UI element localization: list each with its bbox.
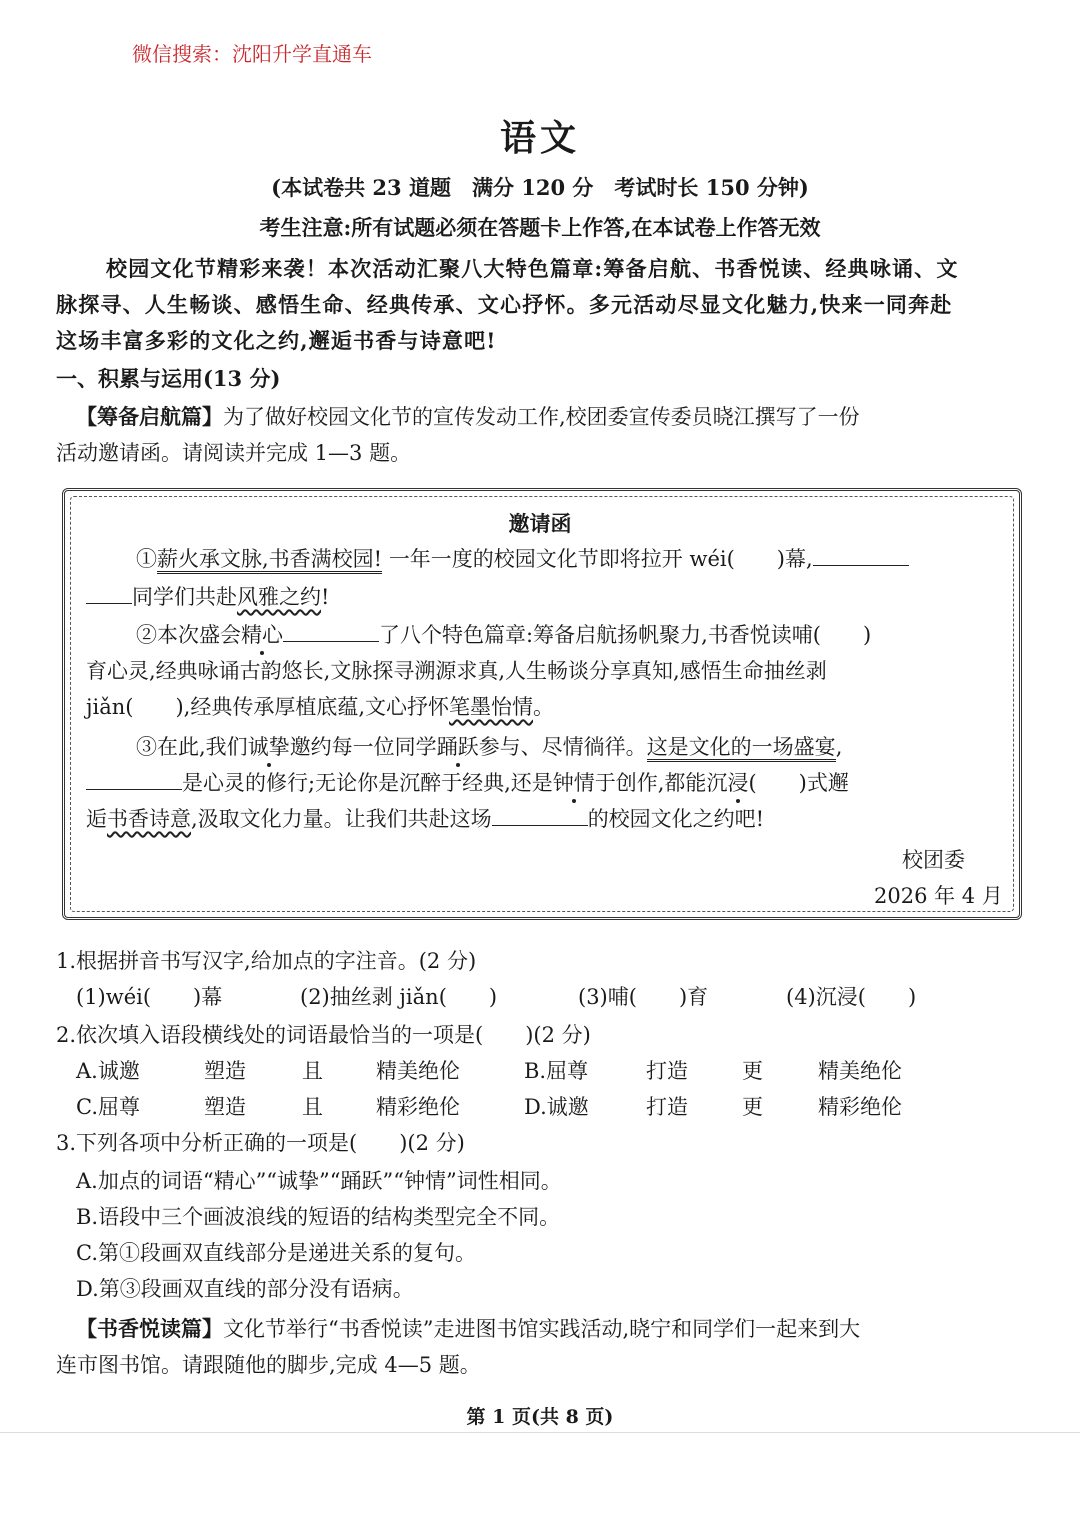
q2-option-cell: 且 bbox=[302, 1095, 323, 1119]
q3-stem: 3.下列各项中分析正确的一项是( )(2 分) bbox=[56, 1131, 465, 1155]
invitation-text: 的校园文化之约吧! bbox=[587, 807, 765, 831]
dotted-word: 精心 bbox=[241, 623, 283, 647]
invitation-signature: 校团委 bbox=[902, 848, 965, 872]
page-title: 语文 bbox=[499, 117, 580, 159]
reading-tag: 【书香悦读篇】 bbox=[76, 1316, 223, 1341]
invitation-p3-line1 bbox=[136, 732, 842, 762]
invitation-p1-line1 bbox=[136, 544, 909, 574]
double-underline-text: 薪火承文脉,书香满校园! bbox=[157, 547, 382, 574]
reading-line-2: 连市图书馆。请跟随他的脚步,完成 4—5 题。 bbox=[56, 1353, 481, 1377]
prep-tag: 【筹备启航篇】 bbox=[76, 404, 223, 429]
para-number: ① bbox=[136, 547, 157, 571]
intro-line-3: 这场丰富多彩的文化之约,邂逅书香与诗意吧! bbox=[56, 328, 497, 353]
double-underline-text: 这是文化的一场盛宴 bbox=[647, 735, 836, 762]
q3-option: A.加点的词语“精心”“诚挚”“踊跃”“钟情”词性相同。 bbox=[76, 1169, 562, 1193]
intro-line-2: 脉探寻、人生畅谈、感悟生命、经典传承、文心抒怀。多元活动尽显文化魅力,快来一同奔赴 bbox=[56, 292, 953, 317]
prep-line-1 bbox=[76, 402, 860, 432]
invitation-text: , bbox=[835, 735, 843, 759]
invitation-p3-line2 bbox=[86, 768, 849, 798]
invitation-text: 是心灵的修行;无论你是沉醉于经典,还是 bbox=[182, 771, 553, 795]
q3-option: C.第①段画双直线部分是递进关系的复句。 bbox=[76, 1241, 476, 1265]
q2-option-cell: C.屈尊 bbox=[76, 1095, 140, 1119]
wavy-underline-text: 风雅之约 bbox=[237, 585, 321, 609]
q3-option: B.语段中三个画波浪线的短语的结构类型完全不同。 bbox=[76, 1205, 561, 1229]
invitation-text: ②本次盛会 bbox=[136, 623, 241, 647]
wavy-underline-text: 书香诗意 bbox=[107, 807, 191, 831]
dotted-word: 钟情 bbox=[552, 771, 595, 795]
invitation-text: ! bbox=[321, 585, 330, 609]
invitation-text: 于创作,都能沉 bbox=[594, 771, 728, 795]
invitation-text: 一年一度的校园文化节即将拉开 wéi( )幕, bbox=[388, 547, 813, 571]
invitation-text: 。 bbox=[533, 695, 555, 719]
exam-notice: 考生注意:所有试题必须在答题卡上作答,在本试卷上作答无效 bbox=[259, 215, 821, 240]
reading-line-1 bbox=[76, 1314, 860, 1344]
q3-option: D.第③段画双直线的部分没有语病。 bbox=[76, 1277, 414, 1301]
q1-item: (4)沉浸( ) bbox=[786, 985, 917, 1009]
invitation-text: ,汲取文化力量。让我们共赴这场 bbox=[191, 807, 492, 831]
prep-line-2: 活动邀请函。请阅读并完成 1—3 题。 bbox=[56, 441, 412, 465]
watermark: 微信搜索：沈阳升学直通车 bbox=[132, 42, 372, 66]
q2-option-cell: 精美绝伦 bbox=[818, 1059, 902, 1083]
dotted-word: 踊跃 bbox=[436, 735, 479, 759]
section-heading: 一、积累与运用(13 分) bbox=[56, 366, 281, 391]
q2-option-cell: 更 bbox=[742, 1059, 763, 1083]
invitation-text: 了八个特色篇章:筹备启航扬帆聚力,书香悦读哺( ) bbox=[379, 623, 872, 647]
q1-item: (3)哺( )育 bbox=[578, 985, 709, 1009]
q1-item: (2)抽丝剥 jiǎn( ) bbox=[300, 985, 498, 1009]
q2-option-cell: 精美绝伦 bbox=[376, 1059, 460, 1083]
fill-blank bbox=[86, 769, 182, 790]
fill-blank bbox=[86, 583, 132, 604]
intro-line-1: 校园文化节精彩来袭！本次活动汇聚八大特色篇章:筹备启航、书香悦读、经典咏诵、文 bbox=[106, 256, 959, 281]
invitation-p3-line3 bbox=[86, 804, 764, 834]
invitation-p2-line2: 育心灵,经典咏诵古韵悠长,文脉探寻溯源求真,人生畅谈分享真知,感悟生命抽丝剥 bbox=[86, 659, 827, 683]
q2-option-cell: 更 bbox=[742, 1095, 763, 1119]
q2-option-cell: 精彩绝伦 bbox=[818, 1095, 902, 1119]
invitation-title: 邀请函 bbox=[508, 511, 572, 536]
q1-stem: 1.根据拼音书写汉字,给加点的字注音。(2 分) bbox=[56, 949, 477, 973]
q2-stem: 2.依次填入语段横线处的词语最恰当的一项是( )(2 分) bbox=[56, 1023, 591, 1047]
q2-option-cell: 塑造 bbox=[204, 1095, 246, 1119]
fill-blank bbox=[813, 545, 909, 566]
invitation-p2-line1 bbox=[136, 620, 871, 650]
q2-option-cell: 打造 bbox=[646, 1059, 688, 1083]
q2-option-cell: D.诚邀 bbox=[524, 1095, 589, 1119]
footer-divider bbox=[0, 1432, 1080, 1433]
fill-blank bbox=[492, 805, 588, 826]
q1-item: (1)wéi( )幕 bbox=[76, 985, 223, 1009]
invitation-text: 邀约每一位同学 bbox=[289, 735, 437, 759]
invitation-text: ( )式邂 bbox=[748, 771, 849, 795]
q2-option-cell: 打造 bbox=[646, 1095, 688, 1119]
invitation-date: 2026 年 4 月 bbox=[874, 884, 1003, 908]
reading-text: 文化节举行“书香悦读”走进图书馆实践活动,晓宁和同学们一起来到大 bbox=[223, 1317, 861, 1341]
invitation-text: 参与、尽情徜徉。 bbox=[478, 735, 647, 759]
dotted-word: 诚挚 bbox=[247, 735, 290, 759]
invitation-text: jiǎn( ),经典传承厚植底蕴,文心抒怀 bbox=[86, 695, 450, 719]
invitation-text: ③在此,我们 bbox=[136, 735, 248, 759]
invitation-text: 逅 bbox=[86, 807, 107, 831]
dotted-word: 浸 bbox=[727, 771, 749, 795]
fill-blank bbox=[283, 621, 379, 642]
q2-option-cell: B.屈尊 bbox=[524, 1059, 589, 1083]
invitation-text: 同学们共赴 bbox=[132, 585, 237, 609]
exam-info: (本试卷共 23 道题 满分 120 分 考试时长 150 分钟) bbox=[271, 175, 809, 200]
q2-option-cell: 精彩绝伦 bbox=[376, 1095, 460, 1119]
q2-option-cell: 塑造 bbox=[204, 1059, 246, 1083]
page-number: 第 1 页(共 8 页) bbox=[466, 1406, 614, 1428]
q2-option-cell: 且 bbox=[302, 1059, 323, 1083]
wavy-underline-text: 笔墨怡情 bbox=[449, 695, 534, 719]
invitation-p1-line2 bbox=[86, 582, 329, 612]
q2-option-cell: A.诚邀 bbox=[76, 1059, 140, 1083]
prep-text: 为了做好校园文化节的宣传发动工作,校团委宣传委员晓江撰写了一份 bbox=[223, 405, 860, 429]
invitation-p2-line3 bbox=[86, 692, 554, 722]
